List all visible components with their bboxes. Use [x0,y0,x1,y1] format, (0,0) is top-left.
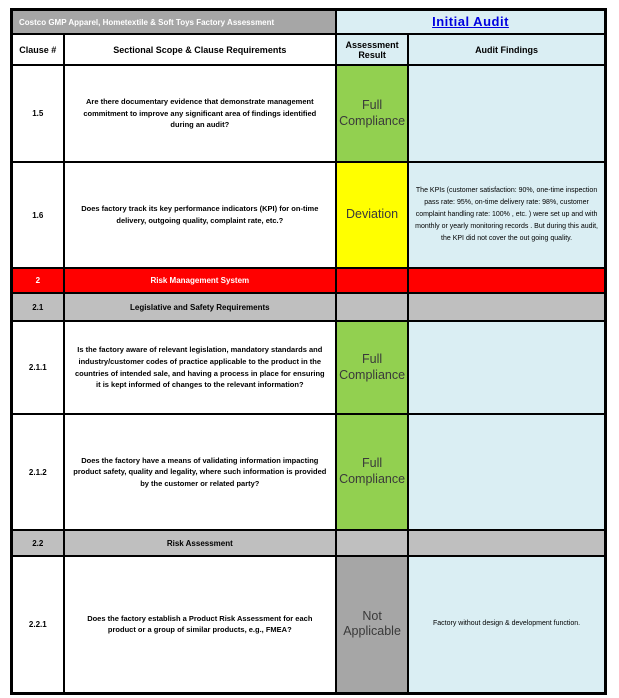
clause-cell[interactable]: 2 [12,268,64,293]
table-row [12,65,606,162]
assessment-result-cell[interactable] [336,293,408,321]
title-row [12,10,606,35]
col-header-scope[interactable]: Sectional Scope & Clause Requirements [64,34,336,65]
clause-cell[interactable]: 2.2.1 [12,556,64,693]
clause-cell[interactable]: 1.5 [12,65,64,162]
requirement-cell[interactable]: Risk Management System [64,268,336,293]
requirement-cell[interactable]: Does factory track its key performance indicators (KPI) for on-time delivery, outgoing quality, complaint rate, etc.? [64,162,336,268]
assessment-result-cell[interactable]: Deviation [336,162,408,268]
requirement-cell[interactable]: Is the factory aware of relevant legislation, mandatory standards and industry/customer codes of practice applicable to the product in the countries of intended sale, and having a process in place for ensuring it is kept informed of changes to the relevant information? [64,321,336,414]
audit-findings-cell[interactable] [408,530,605,556]
table-row [12,414,606,530]
assessment-table [10,8,607,695]
audit-findings-cell[interactable] [408,321,605,414]
table-row [12,556,606,693]
audit-findings-cell[interactable] [408,268,605,293]
audit-findings-cell[interactable]: The KPIs (customer satisfaction: 90%, one-time inspection pass rate: 95%, on-time delivery rate: 98%, customer complaint handling rate: 100% , etc. ) were set up and with monthly or yearly monitoring records . But during this audit, the KPI did not cover the out going quality. [408,162,605,268]
audit-worksheet [10,8,607,695]
assessment-result-cell[interactable]: Not Applicable [336,556,408,693]
table-row [12,321,606,414]
assessment-result-cell[interactable]: Full Compliance [336,321,408,414]
clause-cell[interactable]: 2.1.1 [12,321,64,414]
col-header-result[interactable]: Assessment Result [336,34,408,65]
assessment-result-cell[interactable]: Full Compliance [336,414,408,530]
initial-audit-link[interactable]: Initial Audit [432,14,509,29]
column-header-row [12,34,606,65]
subsection-row [12,530,606,556]
assessment-result-cell[interactable]: Full Compliance [336,65,408,162]
requirement-cell[interactable]: Does the factory establish a Product Risk Assessment for each product or a group of similar products, e.g., FMEA? [64,556,336,693]
section-row [12,268,606,293]
subsection-row [12,293,606,321]
requirement-cell[interactable]: Risk Assessment [64,530,336,556]
requirement-cell[interactable]: Legislative and Safety Requirements [64,293,336,321]
clause-cell[interactable]: 1.6 [12,162,64,268]
worksheet-title-cell[interactable]: Costco GMP Apparel, Hometextile & Soft Toys Factory Assessment [12,10,337,35]
audit-findings-cell[interactable] [408,65,605,162]
audit-findings-cell[interactable] [408,293,605,321]
audit-findings-cell[interactable]: Factory without design & development function. [408,556,605,693]
audit-type-cell[interactable] [336,10,605,35]
requirement-cell[interactable]: Does the factory have a means of validating information impacting product safety, quality and legality, where such information is provided by the customer or related party? [64,414,336,530]
audit-findings-cell[interactable] [408,414,605,530]
col-header-clause[interactable]: Clause # [12,34,64,65]
assessment-result-cell[interactable] [336,268,408,293]
clause-cell[interactable]: 2.1.2 [12,414,64,530]
requirement-cell[interactable]: Are there documentary evidence that demonstrate management commitment to improve any significant area of findings identified during an audit? [64,65,336,162]
clause-cell[interactable]: 2.2 [12,530,64,556]
table-row [12,162,606,268]
col-header-findings[interactable]: Audit Findings [408,34,605,65]
clause-cell[interactable]: 2.1 [12,293,64,321]
assessment-result-cell[interactable] [336,530,408,556]
